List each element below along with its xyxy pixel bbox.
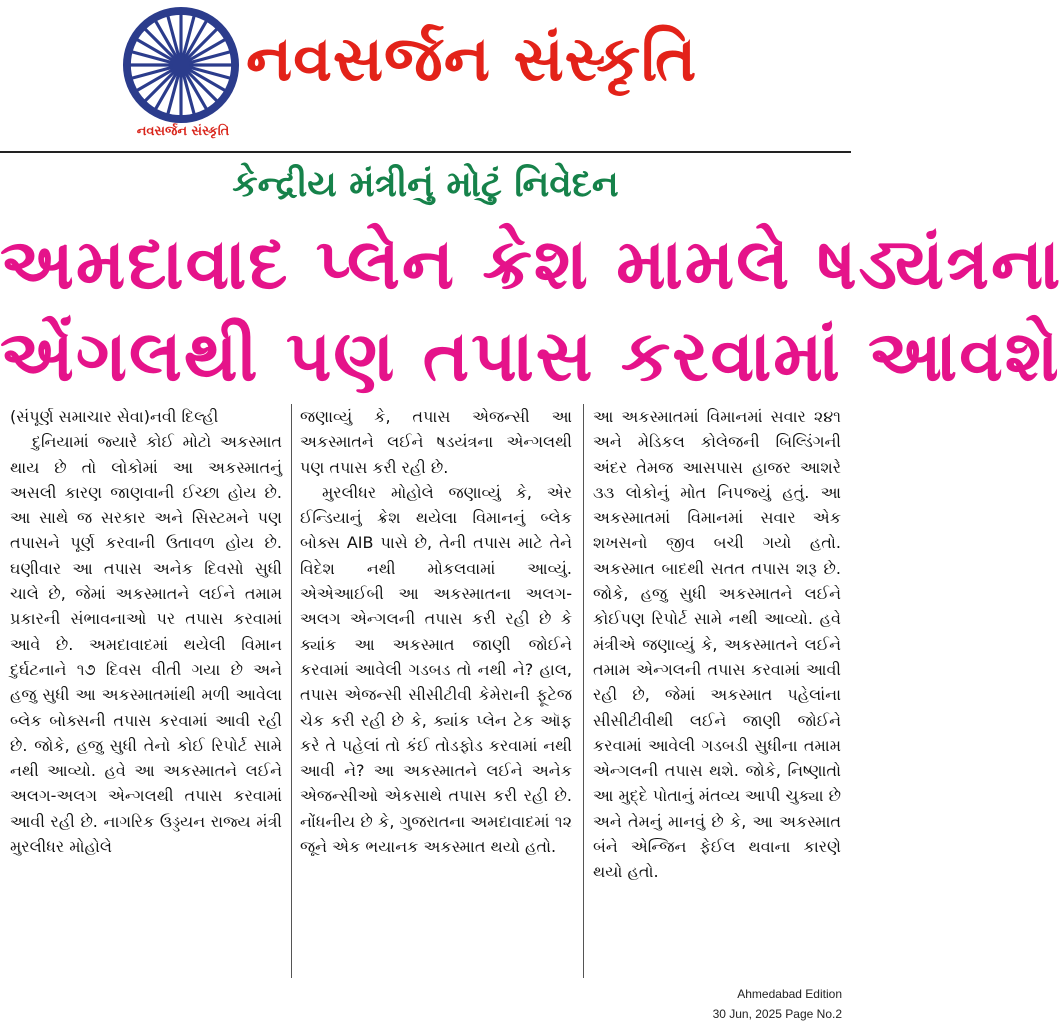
article-paragraph: આ અકસ્માતમાં વિમાનમાં સવાર ૨૪૧ અને મેડિકલ કોલેજની બિલ્ડિંગની અંદર તેમજ આસપાસ હાજર આશરે ૩૩ લોકોનું મોત નિપજ્યું હતું. આ અકસ્માતમાં વિમાનમાં સવાર એક શખસનો જીવ બચી ગયો હતો. અકસ્માત બાદથી સતત તપાસ શરૂ છે. જોકે, હજુ સુધી અકસ્માતને લઈને કોઈપણ રિપોર્ટ સામે નથી આવ્યો. હવે મંત્રીએ જણાવ્યું કે, અકસ્માતને લઈને તમામ એન્ગલની તપાસ કરવામાં આવી રહી છે, જેમાં અકસ્માત પહેલાંના સીસીટીવીથી લઈને જાણી જોઈને કરવામાં આવેલી ગડબડી સુધીના તમામ એન્ગલની તપાસ થશે. જોકે, નિષ્ણાતો આ મુદ્દે પોતાનું મંતવ્ય આપી ચુક્યા છે અને તેમનું માનવું છે કે, આ અકસ્માત બંને એન્જિન ફેઈલ થવાના કારણે થયો હતો. bbox=[593, 407, 841, 882]
headline-line-2: એંગલથી પણ તપાસ કરવામાં આવશે bbox=[0, 315, 1061, 397]
edition-info bbox=[713, 984, 842, 1024]
column-divider bbox=[583, 404, 584, 978]
logo-caption: નવસર્જન સંસ્કૃતિ bbox=[136, 124, 230, 139]
article-body bbox=[10, 404, 841, 978]
article-column-2 bbox=[300, 404, 572, 978]
article-paragraph: મુરલીધર મોહોલે જણાવ્યું કે, એર ઈન્ડિયાનું ક્રેશ થયેલા વિમાનનું બ્લેક બોક્સ AIB પાસે છે, તેની તપાસ માટે તેને વિદેશ નથી મોકલવામાં આવ્યું. એએઆઈબી આ અકસ્માતના અલગ-અલગ એન્ગલની તપાસ કરી રહી છે કે ક્યાંક આ અકસ્માત જાણી જોઈને કરવામાં આવેલી ગડબડ તો નથી ને? હાલ, તપાસ એજન્સી સીસીટીવી કેમેરાની ફૂટેજ ચેક કરી રહી છે કે, ક્યાંક પ્લેન ટેક ઑફ કરે તે પહેલાં તો કંઈ તોડફોડ કરવામાં નથી આવી ને? આ અકસ્માતને લઈને અનેક એજન્સીઓ એકસાથે તપાસ કરી રહી છે. નોંધનીય છે કે, ગુજરાતના અમદાવાદમાં ૧૨ જૂને એક ભયાનક અકસ્માત થયો હતો. bbox=[300, 482, 572, 857]
article-paragraph: દુનિયામાં જ્યારે કોઈ મોટો અકસ્માત થાય છે તો લોકોમાં આ અકસ્માતનું અસલી કારણ જાણવાની ઈચ્છા હોય છે. આ સાથે જ સરકાર અને સિસ્ટમને પણ તપાસને પૂર્ણ કરવાની ઉતાવળ હોય છે. ઘણીવાર આ તપાસ અનેક દિવસો સુધી ચાલે છે, જેમાં અકસ્માતને લઈને તમામ પ્રકારની સંભાવનાઓ પર તપાસ કરવામાં આવે છે. અમદાવાદમાં થયેલી વિમાન દુર્ઘટનાને ૧૭ દિવસ વીતી ગયા છે અને હજુ સુધી આ અકસ્માતમાંથી મળી આવેલા બ્લેક બોક્સની તપાસ કરવામાં આવી રહી છે. જોકે, હજુ સુધી તેનો કોઈ રિપોર્ટ સામે નથી આવ્યો. હવે આ અકસ્માતને લઈને અલગ-અલગ એન્ગલથી તપાસ કરવામાં આવી રહી છે. નાગરિક ઉડ્ડયન રાજ્ય મંત્રી મુરલીધર મોહોલે bbox=[10, 432, 282, 857]
edition-date-page: 30 Jun, 2025 Page No.2 bbox=[712, 1007, 842, 1021]
article-column-3 bbox=[593, 404, 841, 978]
ashoka-chakra-icon bbox=[122, 6, 240, 124]
masthead-divider bbox=[0, 151, 851, 153]
article-paragraph: (સંપૂર્ણ સમાચાર સેવા)નવી દિલ્હી bbox=[10, 407, 219, 426]
article-headline bbox=[0, 218, 1062, 402]
article-paragraph: જણાવ્યું કે, તપાસ એજન્સી આ અકસ્માતને લઈને ષડયંત્રના એન્ગલથી પણ તપાસ કરી રહી છે. bbox=[300, 407, 572, 477]
edition-name: Ahmedabad Edition bbox=[737, 987, 842, 1001]
headline-line-1: અમદાવાદ પ્લેન ક્રેશ મામલે ષડ્યંત્રના bbox=[0, 223, 1062, 305]
article-kicker: કેન્દ્રીય મંત્રીનું મોટું નિવેદન bbox=[232, 164, 619, 205]
article-column-1 bbox=[10, 404, 282, 978]
column-divider bbox=[291, 404, 292, 978]
masthead bbox=[0, 0, 851, 150]
newspaper-title: નવસર્જન સંસ્કૃતિ bbox=[246, 22, 698, 95]
